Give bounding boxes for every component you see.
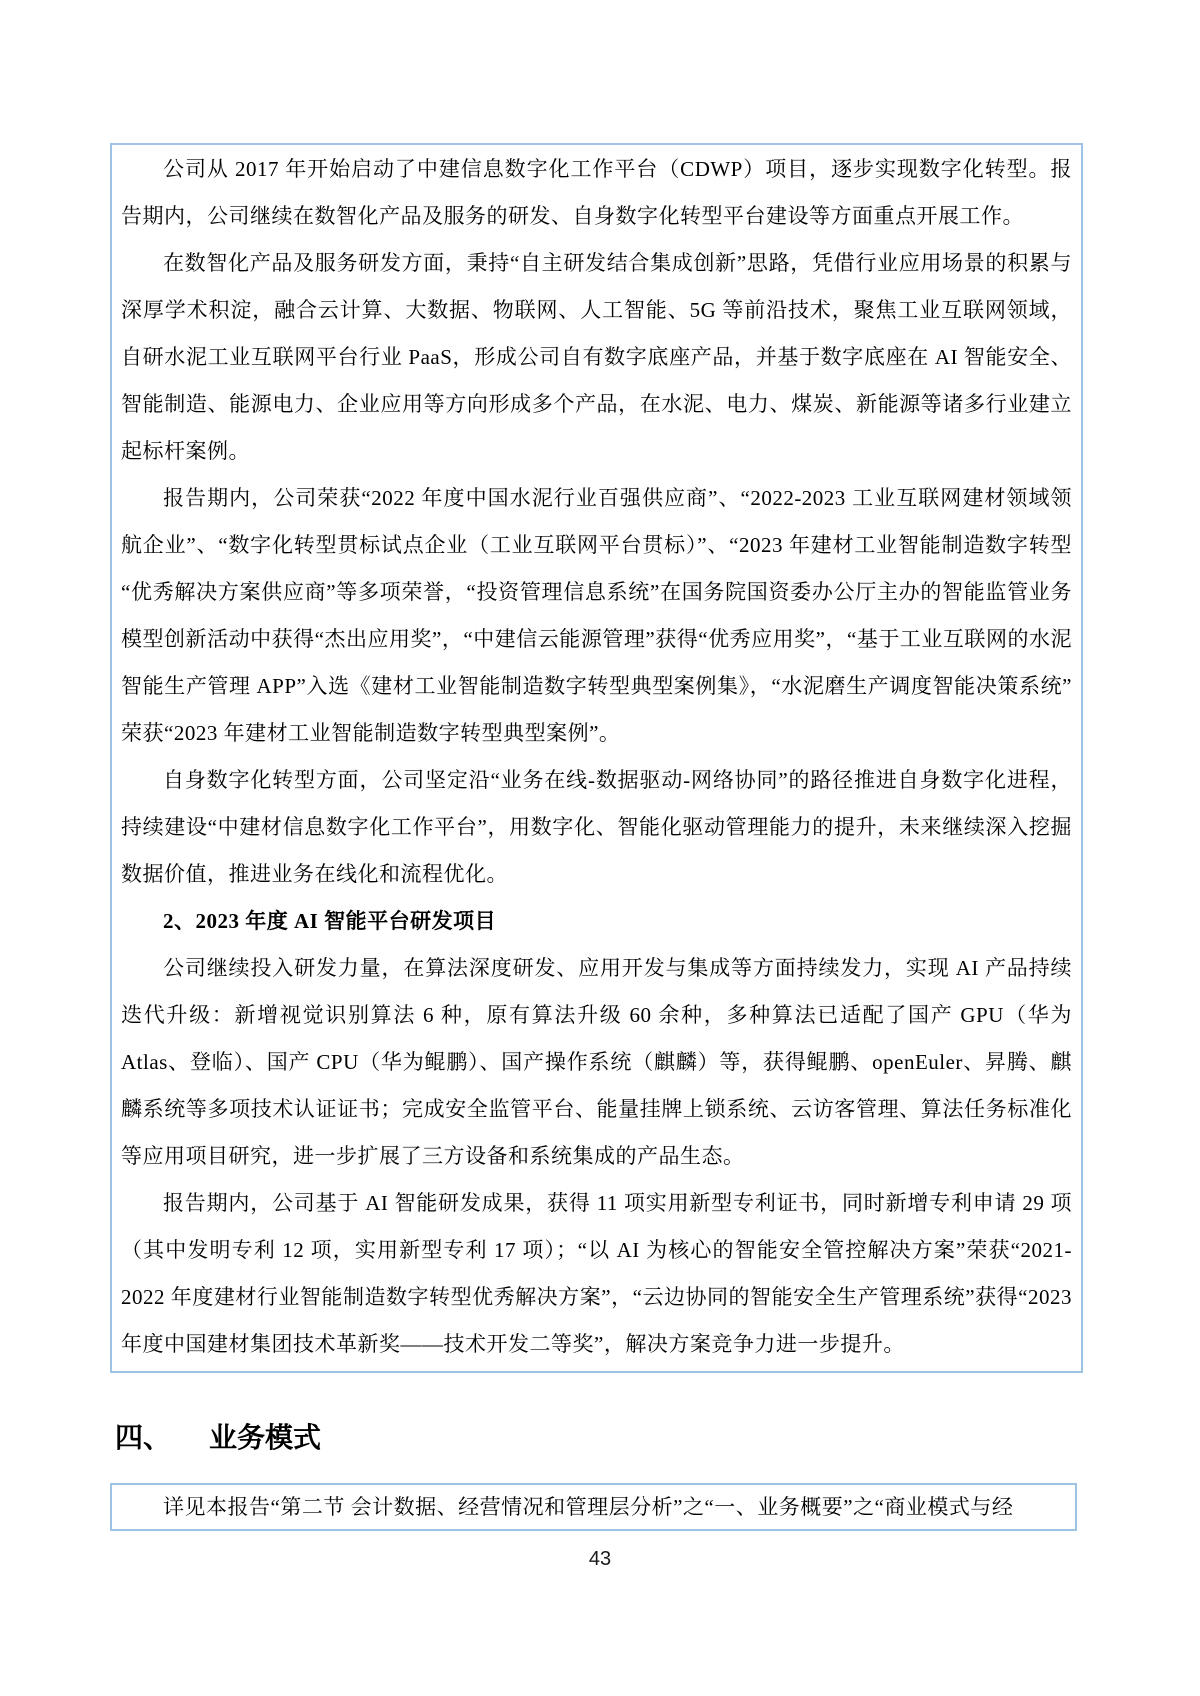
paragraph-self-transformation: 自身数字化转型方面，公司坚定沿“业务在线-数据驱动-网络协同”的路径推进自身数字化进程，持续建设“中建材信息数字化工作平台”，用数字化、智能化驱动管理能力的提升，未来继续深入挖掘数据价值，推进业务在线化和流程优化。	[121, 768, 1072, 886]
paragraph-cdwp-overview: 公司从 2017 年开始启动了中建信息数字化工作平台（CDWP）项目，逐步实现数字化转型。报告期内，公司继续在数智化产品及服务的研发、自身数字化转型平台建设等方面重点开展工作。	[121, 157, 1072, 228]
paragraph-honors: 报告期内，公司荣获“2022 年度中国水泥行业百强供应商”、“2022-2023 工业互联网建材领域领航企业”、“数字化转型贯标试点企业（工业互联网平台贯标）”、“2023 年建材工业智能制造数字转型“优秀解决方案供应商”等多项荣誉，“投资管理信息系统”在国务院国资委办公厅主办的智能监管业务模型创新活动中获得“杰出应用奖”，“中建信云能源管理”获得“优秀应用奖”，“基于工业互联网的水泥智能生产管理 APP”入选《建材工业智能制造数字转型典型案例集》，“水泥磨生产调度智能决策系统”荣获“2023 年建材工业智能制造数字转型典型案例”。	[121, 486, 1072, 745]
paragraph-ai-patents: 报告期内，公司基于 AI 智能研发成果，获得 11 项实用新型专利证书，同时新增专利申请 29 项（其中发明专利 12 项，实用新型专利 17 项）；“以 AI 为核心的智能安全管控解决方案”荣获“2021-2022 年度建材行业智能制造数字转型优秀解决方案”，“云边协同的智能安全生产管理系统”获得“2023 年度中国建材集团技术革新奖——技术开发二等奖”，解决方案竞争力进一步提升。	[121, 1191, 1072, 1356]
section-heading-business-model	[115, 1416, 321, 1456]
business-model-reference-box	[110, 1483, 1077, 1531]
page-number: 43	[588, 1548, 612, 1570]
paragraph-ai-rd: 公司继续投入研发力量，在算法深度研发、应用开发与集成等方面持续发力，实现 AI 产品持续迭代升级：新增视觉识别算法 6 种，原有算法升级 60 余种，多种算法已适配了国产 GPU（华为 Atlas、登临）、国产 CPU（华为鲲鹏）、国产操作系统（麒麟）等，获得鲲鹏、openEuler、昇腾、麒麟系统等多项技术认证证书；完成安全监管平台、能量挂牌上锁系统、云访客管理、算法任务标准化等应用项目研究，进一步扩展了三方设备和系统集成的产品生态。	[121, 956, 1072, 1168]
reference-text: 详见本报告“第二节 会计数据、经营情况和管理层分析”之“一、业务概要”之“商业模式与经	[163, 1495, 1014, 1519]
subsection-heading-ai-platform: 2、2023 年度 AI 智能平台研发项目	[163, 909, 497, 933]
section-title: 业务模式	[209, 1423, 322, 1454]
paragraph-product-rd: 在数智化产品及服务研发方面，秉持“自主研发结合集成创新”思路，凭借行业应用场景的积累与深厚学术积淀，融合云计算、大数据、物联网、人工智能、5G 等前沿技术，聚焦工业互联网领域，自研水泥工业互联网平台行业 PaaS，形成公司自有数字底座产品，并基于数字底座在 AI 智能安全、智能制造、能源电力、企业应用等方向形成多个产品，在水泥、电力、煤炭、新能源等诸多行业建立起标杆案例。	[121, 251, 1072, 463]
rd-projects-text-box	[110, 143, 1083, 1373]
section-number: 四、	[115, 1423, 172, 1454]
